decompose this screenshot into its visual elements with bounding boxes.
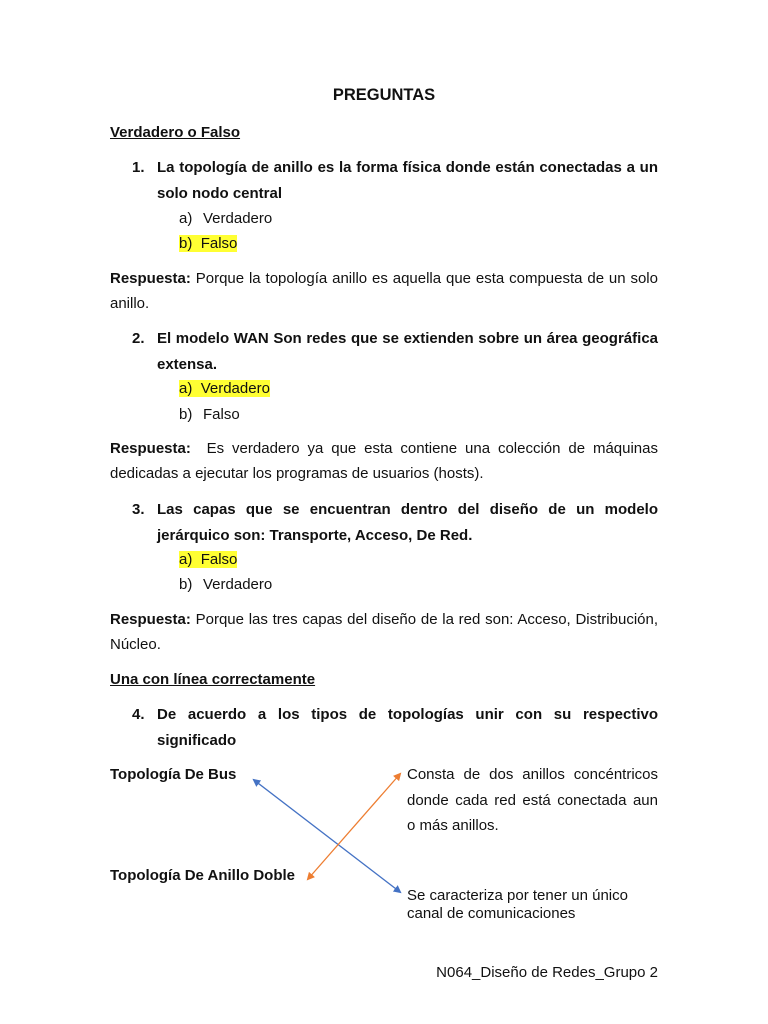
question-3-option-b: Verdadero: [203, 576, 273, 593]
question-3-line-2: jerárquico son: Transporte, Acceso, De Red.: [157, 527, 473, 544]
question-3-number: 3.: [132, 501, 145, 518]
answer-1-line-1: Respuesta: Porque la topología anillo es aquella que esta compuesta de un solo: [110, 270, 658, 287]
match-right-2-line-2: canal de comunicaciones: [407, 905, 576, 922]
question-3-option-a: a) Falso: [179, 551, 238, 568]
arrow-double-ring-to-concentric: [308, 774, 400, 879]
section-heading-true-false: Verdadero o Falso: [110, 124, 241, 141]
question-4-number: 4.: [132, 706, 145, 723]
question-1-number: 1.: [132, 159, 145, 176]
answer-1-line-2: anillo.: [110, 295, 150, 312]
match-right-1-line-1: Consta de dos anillos concéntricos: [407, 766, 658, 783]
question-1-option-a: Verdadero: [203, 210, 273, 227]
question-2-number: 2.: [132, 330, 145, 347]
section-heading-matching: Una con línea correctamente: [110, 671, 316, 688]
answer-2-line-1: Respuesta: Es verdadero ya que esta contiene una colección de máquinas: [110, 440, 658, 457]
match-left-bus: Topología De Bus: [110, 766, 237, 783]
page-footer: N064_Diseño de Redes_Grupo 2: [436, 964, 658, 981]
page-title: PREGUNTAS: [332, 86, 436, 104]
question-2-line-2: extensa.: [157, 356, 218, 373]
answer-2-line-2: dedicadas a ejecutar los programas de usuarios (hosts).: [110, 465, 484, 482]
question-2-line-1: El modelo WAN Son redes que se extienden sobre un área geográfica: [157, 330, 658, 347]
question-1-option-a-letter: a): [179, 210, 193, 227]
question-1-line-2: solo nodo central: [157, 185, 283, 202]
question-2-option-b-letter: b): [179, 406, 193, 423]
question-3-line-1: Las capas que se encuentran dentro del diseño de un modelo: [157, 501, 658, 518]
match-right-2-line-1: Se caracteriza por tener un único: [407, 887, 628, 904]
arrow-bus-to-single-channel: [254, 780, 400, 892]
question-1-option-b-letter: b) Falso: [179, 235, 238, 252]
question-4-line-1: De acuerdo a los tipos de topologías unir con su respectivo: [157, 706, 658, 723]
question-4-line-2: significado: [157, 732, 237, 749]
answer-3-line-2: Núcleo.: [110, 636, 161, 653]
answer-3-line-1: Respuesta: Porque las tres capas del diseño de la red son: Acceso, Distribución,: [110, 611, 658, 628]
question-3-option-b-letter: b): [179, 576, 193, 593]
question-2-option-b: Falso: [203, 406, 240, 423]
question-2-option-a: a) Verdadero: [179, 380, 270, 397]
match-right-1-line-2: donde cada red está conectada aun: [407, 792, 658, 809]
match-left-double-ring: Topología De Anillo Doble: [110, 867, 295, 884]
match-right-1-line-3: o más anillos.: [407, 817, 499, 834]
question-1-line-1: La topología de anillo es la forma física donde están conectadas a un: [157, 159, 658, 176]
